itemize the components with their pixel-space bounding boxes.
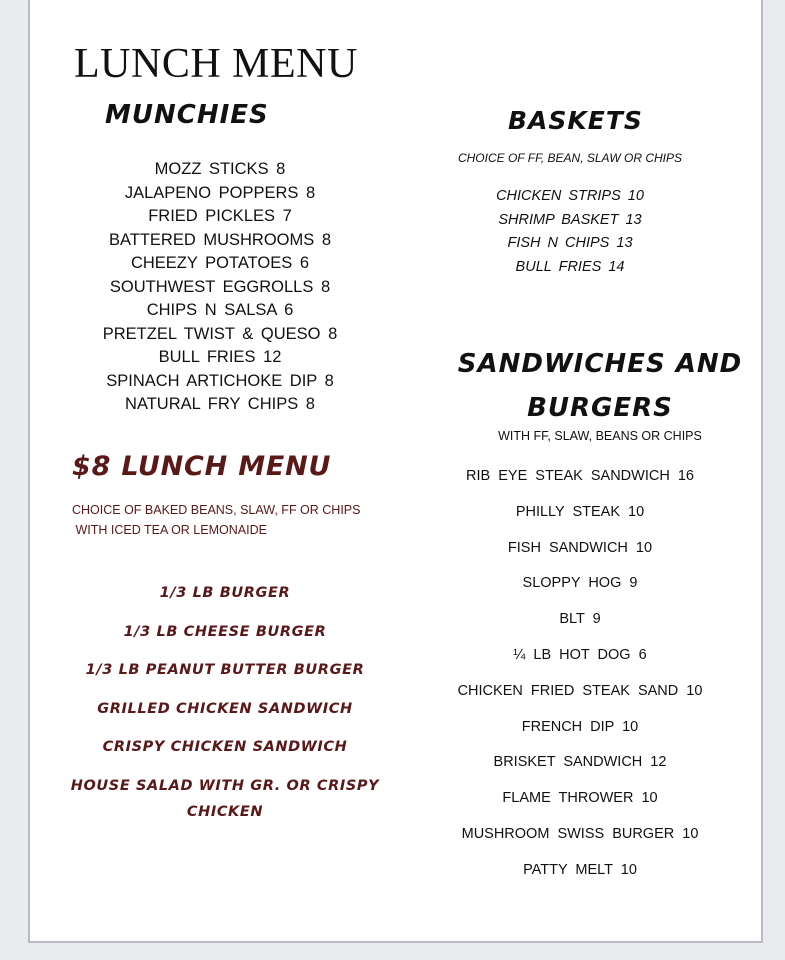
list-item: RIB EYE STEAK SANDWICH 16 [466,468,694,484]
list-item: PATTY MELT 10 [523,861,637,878]
list-item: SLOPPY HOG 9 [522,575,638,592]
list-item: BATTERED MUSHROOMS 8 [108,230,332,249]
list-item: 1/3 LB BURGER [159,585,291,601]
sandwiches-subtitle: WITH FF, SLAW, BEANS OR CHIPS [498,429,702,443]
list-item: GRILLED CHICKEN SANDWICH [97,700,353,717]
baskets-heading: BASKETS [508,106,643,135]
sandwiches-list [420,462,740,892]
list-item: SPINACH ARTICHOKE DIP 8 [106,371,334,390]
lunch8-subtitle-line: CHOICE OF BAKED BEANS, SLAW, FF OR CHIPS [72,503,361,517]
list-item: MOZZ STICKS 8 [154,160,286,178]
list-item: 1/3 LB PEANUT BUTTER BURGER [85,662,365,678]
list-item: PHILLY STEAK 10 [515,503,645,520]
list-item: HOUSE SALAD WITH GR. OR CRISPY CHICKEN [70,777,380,820]
list-item: CHEEZY POTATOES 6 [130,254,310,272]
list-item: SOUTHWEST EGGROLLS 8 [109,277,331,296]
lunch8-list [70,580,380,825]
list-item: FLAME THROWER 10 [502,790,658,807]
sandwiches-heading: SANDWICHES AND BURGERS [457,349,743,423]
page-title: LUNCH MENU [74,41,358,87]
list-item: BULL FRIES 12 [158,348,282,366]
menu-page [28,0,763,943]
list-item: 1/3 LB CHEESE BURGER [123,623,327,640]
lunch8-heading: $8 LUNCH MENU [72,451,332,482]
list-item: FISH N CHIPS 13 [507,235,633,251]
list-item: MUSHROOM SWISS BURGER 10 [461,825,699,842]
list-item: JALAPENO POPPERS 8 [124,183,316,202]
lunch8-subtitle [72,500,360,540]
munchies-list [90,158,350,417]
list-item: NATURAL FRY CHIPS 8 [125,395,315,413]
list-item: CHICKEN FRIED STEAK SAND 10 [457,682,703,699]
list-item: FISH SANDWICH 10 [507,539,653,556]
list-item: SHRIMP BASKET 13 [498,211,642,228]
list-item: PRETZEL TWIST & QUESO 8 [102,324,338,343]
list-item: CHIPS N SALSA 6 [146,301,294,319]
baskets-subtitle: CHOICE OF FF, BEAN, SLAW OR CHIPS [457,151,683,165]
list-item: ¼ LB HOT DOG 6 [513,646,647,663]
list-item: FRENCH DIP 10 [521,718,639,735]
list-item: CRISPY CHICKEN SANDWICH [102,739,348,755]
baskets-list [420,185,720,279]
list-item: BRISKET SANDWICH 12 [493,754,667,771]
list-item: BLT 9 [559,611,601,628]
list-item: FRIED PICKLES 7 [148,207,292,225]
list-item: BULL FRIES 14 [515,258,625,275]
list-item: CHICKEN STRIPS 10 [496,188,644,204]
lunch8-subtitle-line: WITH ICED TEA OR LEMONAIDE [72,523,267,537]
munchies-heading: MUNCHIES [105,100,269,130]
